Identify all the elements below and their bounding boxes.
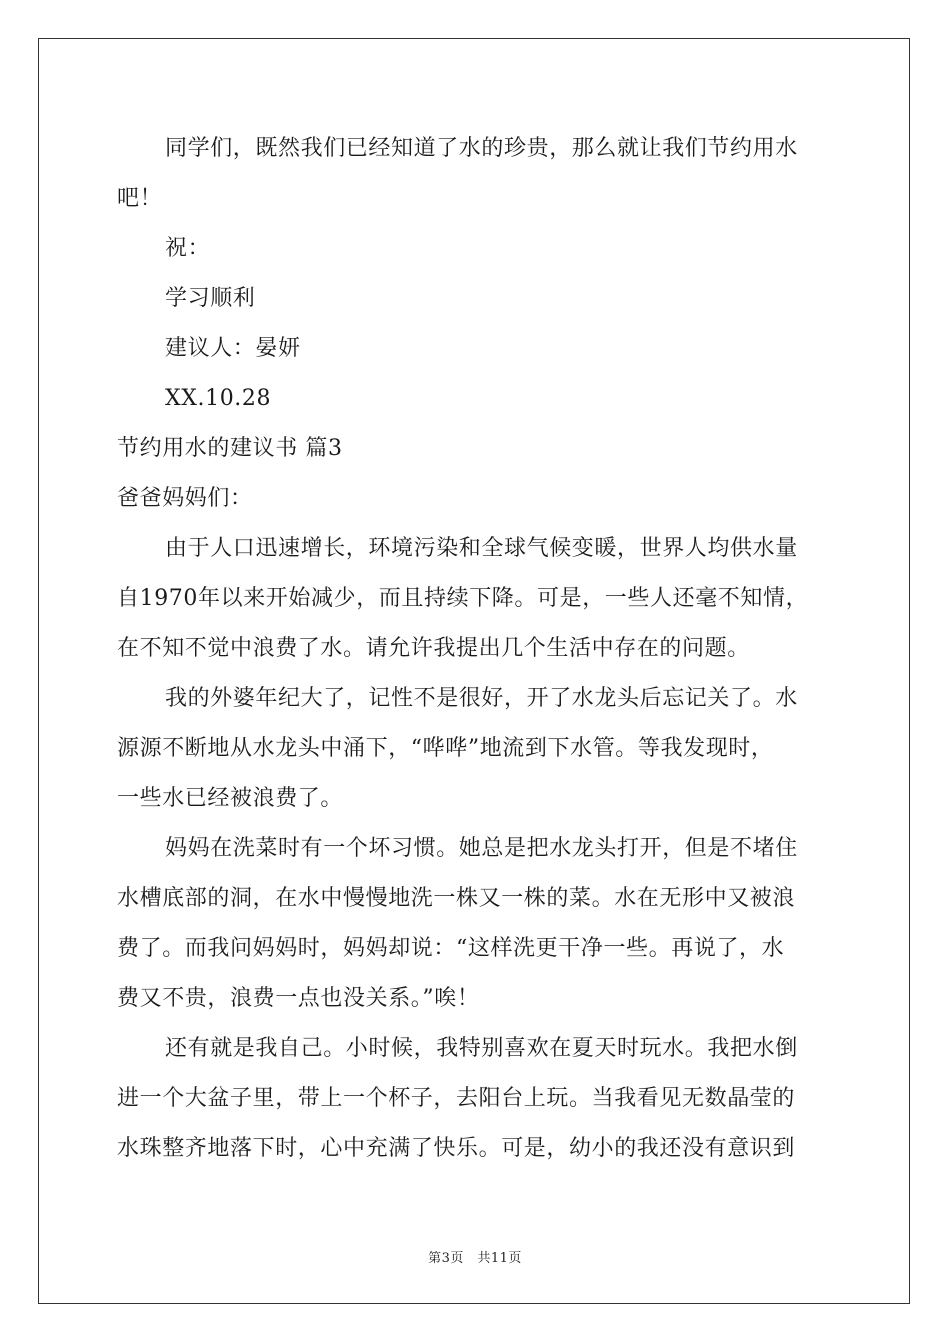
text-line: 还有就是我自己。小时候，我特别喜欢在夏天时玩水。我把水倒 [165,1036,798,1061]
text-line: 费了。而我问妈妈时，妈妈却说：“这样洗更干净一些。再说了，水 [117,936,785,961]
text-line: 源源不断地从水龙头中涌下，“哗哗”地流到下水管。等我发现时， [117,736,774,761]
text-line: 费又不贵，浪费一点也没关系。”唉！ [117,986,480,1011]
page-footer: 第3页 共11页 [428,1251,522,1266]
text-line: 节约用水的建议书 篇3 [117,436,343,461]
text-line: 我的外婆年纪大了，记性不是很好，开了水龙头后忘记关了。水 [165,686,798,711]
text-line: 进一个大盆子里，带上一个杯子，去阳台上玩。当我看见无数晶莹的 [117,1086,796,1111]
text-line: 一些水已经被浪费了。 [117,786,344,811]
text-line: 学习顺利 [165,286,256,311]
text-line: 自1970年以来开始减少，而且持续下降。可是，一些人还毫不知情， [117,586,809,611]
text-line: 妈妈在洗菜时有一个坏习惯。她总是把水龙头打开，但是不堵住 [165,836,798,861]
text-line: XX.10.28 [165,386,272,411]
document-body [117,124,835,1174]
text-line: 由于人口迅速增长，环境污染和全球气候变暖，世界人均供水量 [165,536,798,561]
text-line: 建议人：晏妍 [165,336,301,361]
text-line: 吧！ [117,186,163,211]
text-line: 同学们，既然我们已经知道了水的珍贵，那么就让我们节约用水 [165,136,798,161]
text-line: 爸爸妈妈们： [117,486,253,511]
text-line: 在不知不觉中浪费了水。请允许我提出几个生活中存在的问题。 [117,636,750,661]
text-line: 水珠整齐地落下时，心中充满了快乐。可是，幼小的我还没有意识到 [117,1136,796,1161]
text-line: 祝： [165,236,211,261]
text-line: 水槽底部的洞，在水中慢慢地洗一株又一株的菜。水在无形中又被浪 [117,886,796,911]
